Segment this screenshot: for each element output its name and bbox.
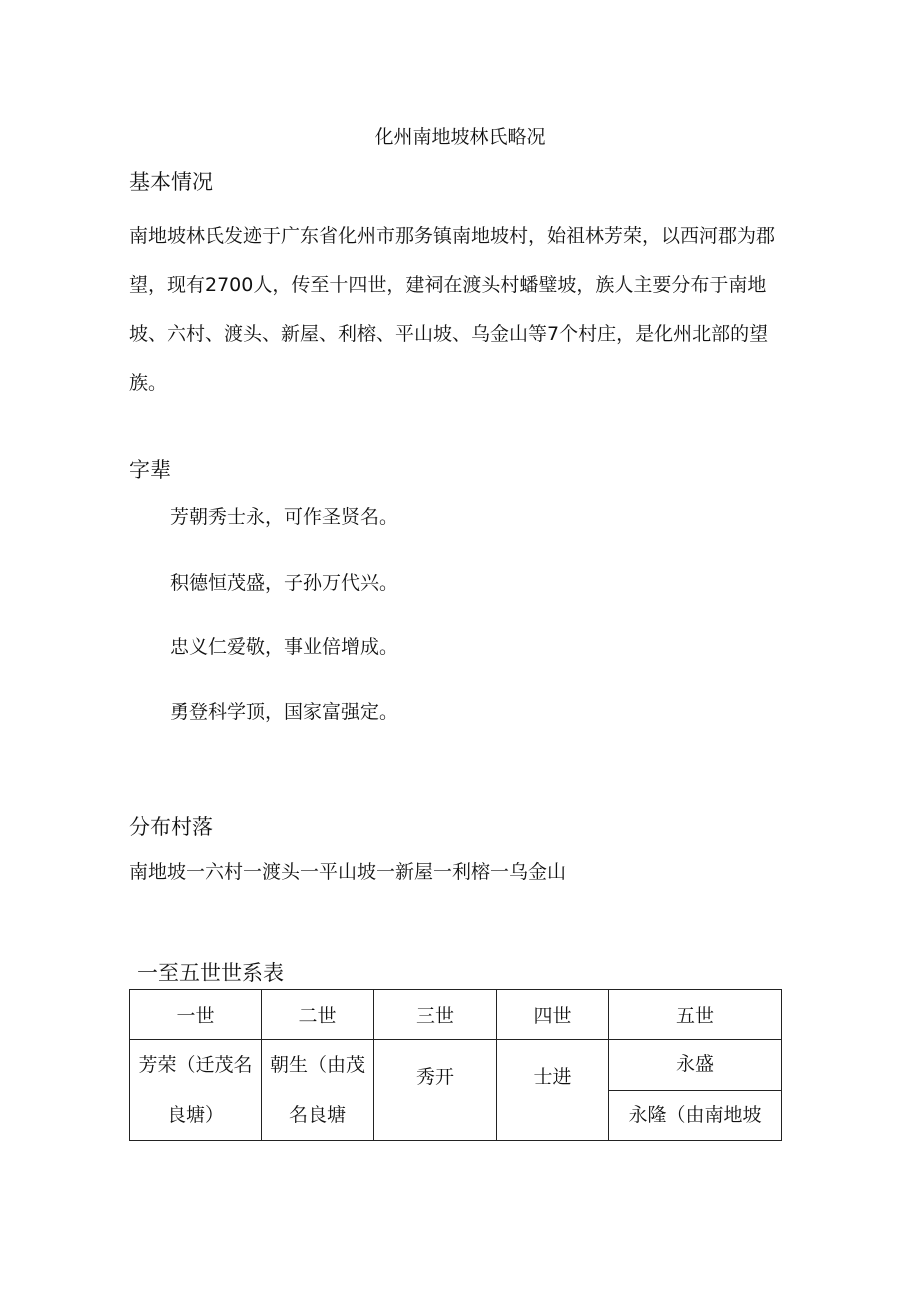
cell-gen1: 芳荣（迁茂名良塘） (130, 1040, 262, 1141)
cell-gen5-b: 永隆（由南地坡 (609, 1090, 782, 1141)
villages-heading: 分布村落 (129, 815, 213, 839)
intro-heading: 基本情况 (129, 170, 213, 194)
lineage-table (129, 989, 782, 1141)
header-gen4: 四世 (497, 990, 609, 1040)
table-row (130, 1040, 782, 1091)
header-gen1: 一世 (130, 990, 262, 1040)
table-header-row (130, 990, 782, 1040)
generation-poem-line: 芳朝秀士永，可作圣贤名。 (170, 506, 399, 528)
cell-gen2: 朝生（由茂名良塘 (262, 1040, 374, 1141)
header-gen2: 二世 (262, 990, 374, 1040)
cell-gen5-a: 永盛 (609, 1040, 782, 1091)
generation-poem-line: 勇登科学顶，国家富强定。 (170, 701, 399, 723)
header-gen5: 五世 (609, 990, 782, 1040)
intro-paragraph: 南地坡林氏发迹于广东省化州市那务镇南地坡村，始祖林芳荣，以西河郡为郡望，现有2700人，传至十四世，建祠在渡头村蟠璧坡，族人主要分布于南地坡、六村、渡头、新屋、利榕、平山坡、乌金山等7个村庄，是化州北部的望族。 (129, 225, 776, 394)
lineage-table-caption: 一至五世世系表 (137, 961, 284, 985)
cell-gen3: 秀开 (374, 1040, 497, 1141)
generation-poem-line: 积德恒茂盛，子孙万代兴。 (170, 572, 399, 594)
villages-list: 南地坡一六村一渡头一平山坡一新屋一利榕一乌金山 (129, 861, 567, 883)
header-gen3: 三世 (374, 990, 497, 1040)
generation-poem-line: 忠义仁爱敬，事业倍增成。 (170, 636, 399, 658)
page-title: 化州南地坡林氏略况 (374, 126, 546, 148)
cell-gen4: 士进 (497, 1040, 609, 1141)
generation-names-heading: 字辈 (129, 458, 171, 482)
